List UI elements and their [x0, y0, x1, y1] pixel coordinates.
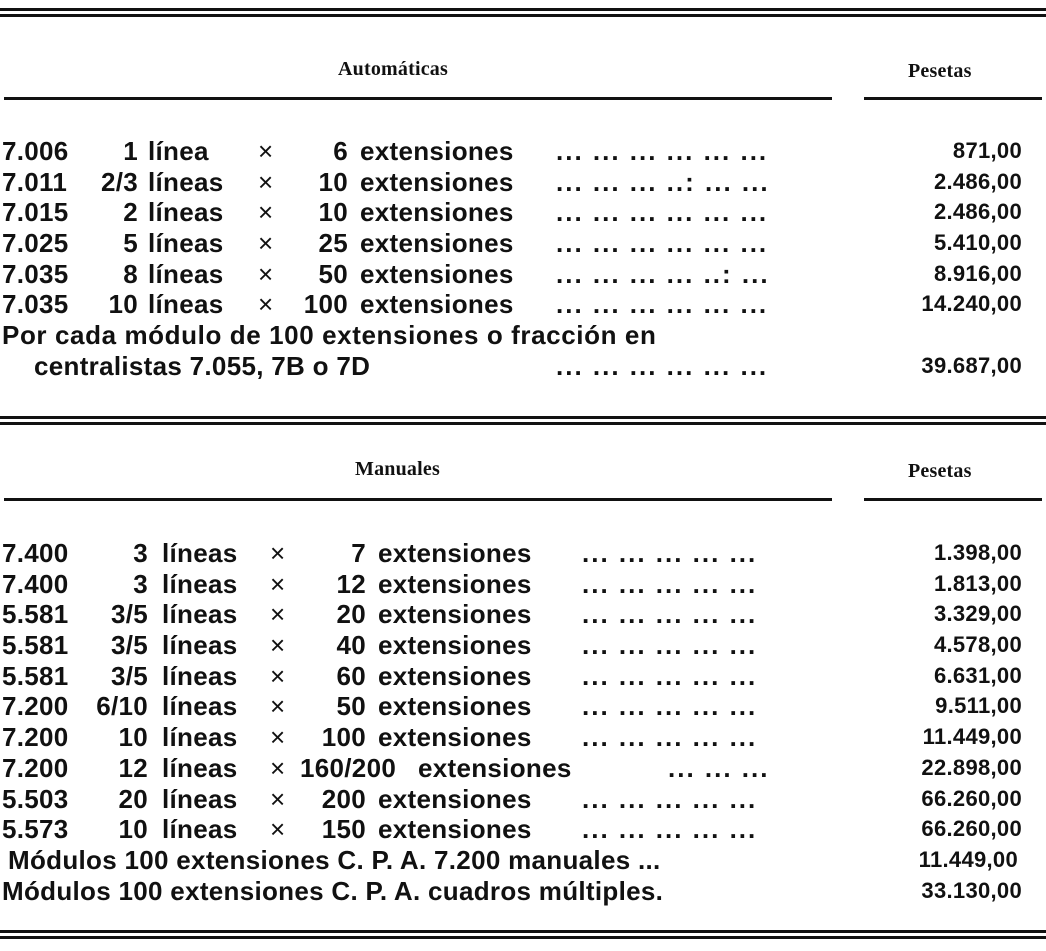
price: 8.916,00 — [933, 260, 1022, 286]
price: 1.398,00 — [933, 540, 1022, 565]
leader-dots: ... ... ... ... ... — [582, 691, 758, 722]
leader-dots: ... ... ... ... ... — [582, 538, 758, 568]
modulo-row — [0, 845, 1046, 876]
multiply-sign: × — [258, 197, 274, 228]
automaticas-table — [0, 136, 1046, 382]
modulo-text: Módulos 100 extensiones C. P. A. 7.200 manuales ... — [8, 844, 661, 875]
manuales-table — [0, 538, 1046, 906]
lines-count: 6/10 — [96, 691, 148, 722]
price: 5.410,00 — [933, 230, 1022, 256]
lines-word: líneas — [162, 752, 238, 783]
model-code: 5.503 — [2, 783, 69, 814]
price: 66.260,00 — [921, 785, 1022, 811]
extensions-count: 150 — [321, 814, 366, 845]
lines-count: 3 — [133, 538, 148, 568]
extensions-count: 60 — [336, 660, 366, 691]
extensions-word: extensiones — [360, 258, 514, 289]
table-row — [0, 784, 1046, 815]
lines-word: líneas — [162, 814, 238, 845]
leader-dots: ... ... ... — [668, 752, 770, 783]
extensions-count: 160/200 — [300, 752, 397, 783]
extensions-count: 100 — [321, 722, 366, 753]
extensions-count: 12 — [336, 568, 366, 599]
modulo-row-line1 — [0, 320, 1046, 351]
model-code: 5.581 — [2, 660, 69, 691]
manuales-price-rule — [864, 498, 1042, 501]
model-code: 7.200 — [2, 752, 69, 783]
lines-count: 3/5 — [110, 630, 148, 661]
leader-dots: ... ... ... ... ... ... — [556, 289, 769, 320]
modulo-text-line1: Por cada módulo de 100 extensiones o fracción en — [2, 320, 657, 351]
multiply-sign: × — [270, 783, 286, 814]
lines-count: 20 — [118, 783, 148, 814]
lines-word: líneas — [148, 228, 224, 259]
table-row — [0, 289, 1046, 320]
extensions-count: 10 — [318, 166, 348, 197]
table-row — [0, 630, 1046, 661]
lines-count: 10 — [108, 289, 138, 320]
extensions-word: extensiones — [378, 691, 532, 722]
table-row — [0, 228, 1046, 259]
leader-dots: ... ... ... ... ... — [582, 568, 758, 599]
table-row — [0, 538, 1046, 569]
price: 4.578,00 — [933, 632, 1022, 658]
multiply-sign: × — [258, 289, 274, 320]
lines-word: líneas — [162, 599, 238, 630]
extensions-count: 50 — [336, 691, 366, 722]
table-row — [0, 167, 1046, 198]
extensions-count: 10 — [318, 197, 348, 228]
extensions-count: 20 — [336, 599, 366, 630]
extensions-count: 40 — [336, 630, 366, 661]
multiply-sign: × — [270, 568, 286, 599]
modulo-text-line2: centralistas 7.055, 7B o 7D — [34, 350, 371, 381]
multiply-sign: × — [270, 814, 286, 845]
automaticas-title: Automáticas — [338, 58, 448, 80]
extensions-word: extensiones — [360, 289, 514, 320]
leader-dots: ... ... ... ... ... — [582, 660, 758, 691]
modulo-text: Módulos 100 extensiones C. P. A. cuadros múltiples. — [2, 875, 664, 906]
lines-count: 5 — [123, 228, 138, 259]
middle-double-rule — [0, 416, 1046, 425]
model-code: 5.581 — [2, 630, 69, 661]
extensions-word: extensiones — [378, 599, 532, 630]
extensions-count: 7 — [351, 538, 366, 568]
table-row — [0, 599, 1046, 630]
multiply-sign: × — [270, 722, 286, 753]
table-row — [0, 259, 1046, 290]
price: 11.449,00 — [922, 724, 1022, 750]
extensions-count: 100 — [303, 289, 348, 320]
extensions-word: extensiones — [378, 568, 532, 599]
model-code: 7.200 — [2, 722, 69, 753]
price: 66.260,00 — [921, 816, 1022, 842]
leader-dots: ... ... ... ..: ... ... — [556, 166, 770, 197]
price: 2.486,00 — [933, 168, 1022, 194]
table-row — [0, 753, 1046, 784]
manuales-price-header: Pesetas — [908, 460, 972, 482]
lines-count: 10 — [118, 814, 148, 845]
model-code: 7.015 — [2, 197, 69, 228]
extensions-count: 25 — [318, 228, 348, 259]
extensions-word: extensiones — [378, 783, 532, 814]
model-code: 7.200 — [2, 691, 69, 722]
automaticas-header-rule — [4, 97, 832, 100]
multiply-sign: × — [258, 166, 274, 197]
lines-count: 1 — [123, 136, 138, 166]
model-code: 7.006 — [2, 136, 69, 166]
table-row — [0, 569, 1046, 600]
modulo-row-line2 — [0, 351, 1046, 382]
price: 871,00 — [952, 138, 1022, 163]
lines-count: 12 — [118, 752, 148, 783]
automaticas-price-header: Pesetas — [908, 60, 972, 82]
model-code: 5.573 — [2, 814, 69, 845]
lines-word: líneas — [162, 660, 238, 691]
lines-word: línea — [148, 136, 209, 166]
leader-dots: ... ... ... ... ... — [582, 630, 758, 661]
lines-count: 8 — [123, 258, 138, 289]
extensions-word: extensiones — [378, 538, 532, 568]
price: 14.240,00 — [921, 291, 1022, 317]
multiply-sign: × — [270, 660, 286, 691]
extensions-word: extensiones — [378, 814, 532, 845]
multiply-sign: × — [270, 599, 286, 630]
bottom-double-rule — [0, 930, 1046, 939]
extensions-count: 50 — [318, 258, 348, 289]
extensions-word: extensiones — [378, 660, 532, 691]
extensions-count: 6 — [333, 136, 348, 166]
price: 6.631,00 — [933, 662, 1022, 688]
multiply-sign: × — [258, 228, 274, 259]
lines-word: líneas — [162, 538, 238, 568]
multiply-sign: × — [270, 691, 286, 722]
modulo-row — [0, 876, 1046, 907]
lines-count: 3/5 — [110, 660, 148, 691]
lines-count: 2/3 — [100, 166, 138, 197]
leader-dots: ... ... ... ... ... — [582, 814, 758, 845]
leader-dots: ... ... ... ... ... — [582, 599, 758, 630]
manuales-header-rule — [4, 498, 832, 501]
table-row — [0, 661, 1046, 692]
extensions-word: extensiones — [418, 752, 572, 783]
price: 1.813,00 — [933, 570, 1022, 596]
extensions-word: extensiones — [360, 136, 514, 166]
model-code: 7.035 — [2, 289, 69, 320]
extensions-count: 200 — [321, 783, 366, 814]
model-code: 7.011 — [2, 166, 68, 197]
leader-dots: ... ... ... ... ... — [582, 783, 758, 814]
lines-count: 3 — [133, 568, 148, 599]
price: 33.130,00 — [921, 877, 1022, 903]
leader-dots: ... ... ... ... ... ... — [556, 228, 769, 259]
multiply-sign: × — [258, 258, 274, 289]
extensions-word: extensiones — [378, 722, 532, 753]
table-row — [0, 691, 1046, 722]
extensions-word: extensiones — [360, 197, 514, 228]
multiply-sign: × — [270, 752, 286, 783]
price: 9.511,00 — [935, 693, 1022, 719]
lines-word: líneas — [162, 630, 238, 661]
leader-dots: ... ... ... ... ... ... — [556, 197, 769, 228]
price: 39.687,00 — [921, 352, 1022, 378]
automaticas-price-rule — [864, 97, 1042, 100]
price: 3.329,00 — [933, 601, 1022, 627]
manuales-title: Manuales — [355, 458, 440, 480]
price: 22.898,00 — [921, 754, 1022, 780]
lines-word: líneas — [148, 258, 224, 289]
model-code: 7.035 — [2, 258, 69, 289]
lines-count: 2 — [123, 197, 138, 228]
multiply-sign: × — [270, 538, 286, 568]
lines-word: líneas — [162, 568, 238, 599]
lines-word: líneas — [162, 722, 238, 753]
table-row — [0, 136, 1046, 167]
model-code: 5.581 — [2, 599, 69, 630]
model-code: 7.025 — [2, 228, 69, 259]
table-row — [0, 197, 1046, 228]
lines-word: líneas — [148, 289, 224, 320]
leader-dots: ... ... ... ... ... ... — [556, 350, 769, 381]
price: 11.449,00 — [918, 846, 1018, 872]
price: 2.486,00 — [933, 199, 1022, 225]
extensions-word: extensiones — [378, 630, 532, 661]
leader-dots: ... ... ... ... ..: ... — [556, 258, 770, 289]
table-row — [0, 722, 1046, 753]
top-double-rule — [0, 8, 1046, 17]
leader-dots: ... ... ... ... ... — [582, 722, 758, 753]
lines-word: líneas — [148, 166, 224, 197]
lines-word: líneas — [162, 783, 238, 814]
model-code: 7.400 — [2, 568, 69, 599]
lines-word: líneas — [148, 197, 224, 228]
extensions-word: extensiones — [360, 228, 514, 259]
leader-dots: ... ... ... ... ... ... — [556, 136, 769, 166]
model-code: 7.400 — [2, 538, 69, 568]
lines-count: 3/5 — [110, 599, 148, 630]
lines-count: 10 — [118, 722, 148, 753]
multiply-sign: × — [270, 630, 286, 661]
lines-word: líneas — [162, 691, 238, 722]
extensions-word: extensiones — [360, 166, 514, 197]
multiply-sign: × — [258, 136, 274, 166]
table-row — [0, 814, 1046, 845]
